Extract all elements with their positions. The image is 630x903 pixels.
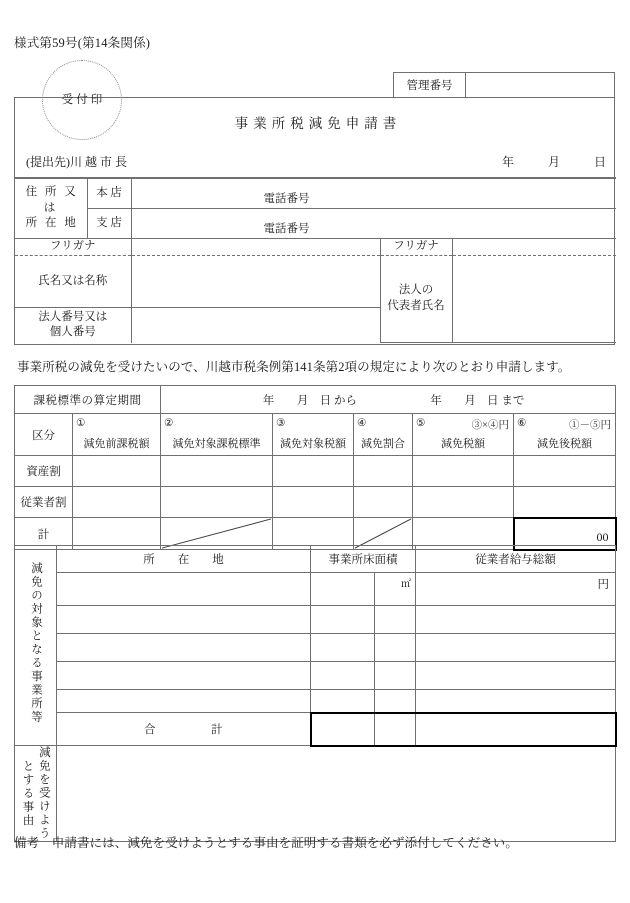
- period-label: 課税標準の算定期間: [15, 386, 161, 414]
- floor-area-header: 事業所床面積: [311, 546, 416, 573]
- branch-office-tel-label: 電話番号: [263, 223, 310, 235]
- head-office-tel-label: 電話番号: [263, 193, 310, 205]
- table-row: [15, 179, 616, 209]
- table-row: [15, 606, 616, 634]
- corporate-number-label-line1: 法人番号又は: [38, 310, 108, 323]
- floor-area-input-1[interactable]: [311, 573, 375, 606]
- period-from-suffix: から: [334, 394, 357, 407]
- cell-employee-3[interactable]: [273, 487, 354, 518]
- remark-note: 備考 申請書には、減免を受けようとする事由を証明する書類を必ず添付してください。: [14, 836, 519, 850]
- column-name: 減免前課税額: [83, 438, 150, 450]
- column-header-6: [514, 414, 616, 456]
- row-label-asset: 資産割: [15, 456, 73, 487]
- name-input[interactable]: [131, 256, 380, 308]
- date-line: [502, 153, 606, 170]
- reason-input[interactable]: [57, 746, 616, 842]
- page-title: 事業所税減免申請書: [234, 116, 402, 131]
- address-label-cell: [15, 179, 87, 239]
- head-office-address-input[interactable]: [131, 179, 616, 209]
- submit-row: [15, 146, 616, 178]
- exemption-total-area[interactable]: [311, 713, 375, 746]
- column-header-4: [354, 414, 413, 456]
- period-to-month: 月: [464, 394, 476, 407]
- management-number-box: [393, 72, 615, 98]
- exemption-total-label: 合 計: [57, 713, 311, 746]
- location-input-1[interactable]: [57, 573, 311, 606]
- period-value-input[interactable]: [161, 386, 616, 414]
- column-header-2: [161, 414, 273, 456]
- cell-asset-6[interactable]: [514, 456, 616, 487]
- column-name: 減免割合: [361, 438, 405, 450]
- location-input-2[interactable]: [57, 606, 311, 634]
- cell-asset-5[interactable]: [413, 456, 514, 487]
- total-trailing-zeros: 00: [596, 529, 609, 544]
- floor-area-input-4[interactable]: [311, 662, 375, 690]
- table-row: [15, 573, 616, 606]
- exemption-side-label: [15, 546, 57, 746]
- furigana-representative-label: フリガナ: [380, 239, 452, 256]
- exemption-side-label-text: 減免の対象となる事業所等: [29, 562, 42, 725]
- location-input-3[interactable]: [57, 634, 311, 662]
- exemption-total-salary[interactable]: [416, 713, 616, 746]
- floor-area-unit-cell-3: [375, 634, 416, 662]
- representative-label-line2: 代表者氏名: [387, 300, 445, 312]
- floor-area-unit-cell-1: [375, 573, 416, 606]
- cell-employee-5[interactable]: [413, 487, 514, 518]
- table-row: [15, 662, 616, 690]
- representative-label-cell: [380, 256, 452, 343]
- floor-area-input-2[interactable]: [311, 606, 375, 634]
- representative-label-line1: 法人の: [398, 284, 434, 297]
- furigana-representative-input[interactable]: [452, 239, 616, 256]
- column-number: ⑤: [416, 418, 426, 429]
- cell-asset-3[interactable]: [273, 456, 354, 487]
- table-row: [15, 487, 616, 518]
- calculation-table: [14, 385, 617, 551]
- location-header: 所 在 地: [57, 546, 311, 573]
- table-row: [15, 634, 616, 662]
- reason-label-cell: [15, 746, 57, 842]
- row-label-total: 計: [15, 518, 73, 550]
- row-label-employee: 従業者割: [15, 487, 73, 518]
- salary-input-2[interactable]: [416, 606, 616, 634]
- name-label: 氏名又は名称: [15, 256, 131, 308]
- column-name: 減免税額: [441, 438, 485, 450]
- column-name: 減免後税額: [537, 438, 592, 450]
- exemption-target-table: [14, 545, 617, 842]
- salary-input-5[interactable]: [416, 690, 616, 713]
- address-label-line1: 住 所 又 は: [25, 186, 79, 214]
- management-number-label: 管理番号: [394, 73, 466, 97]
- table-row: [15, 256, 616, 308]
- division-header: 区分: [15, 414, 73, 456]
- representative-input[interactable]: [452, 256, 616, 343]
- table-row: [15, 209, 616, 239]
- receipt-stamp-label: 受付印: [61, 94, 106, 106]
- cell-employee-6[interactable]: [514, 487, 616, 518]
- column-number: ④: [357, 418, 367, 429]
- address-table: [15, 178, 616, 343]
- yen-unit-label: 円: [597, 579, 609, 591]
- location-input-4[interactable]: [57, 662, 311, 690]
- column-number: ⑥: [517, 418, 527, 429]
- reason-label-columns: [15, 746, 56, 841]
- column-formula: ①－⑤円: [569, 420, 611, 431]
- cell-employee-4[interactable]: [354, 487, 413, 518]
- branch-office-label: 支 店: [87, 209, 131, 239]
- cell-asset-2[interactable]: [161, 456, 273, 487]
- application-statement: 事業所税の減免を受けたいので、川越市税条例第141条第2項の規定により次のとおり申請します。: [17, 360, 571, 374]
- exemption-total-area-unit: [375, 713, 416, 746]
- column-number: ③: [276, 418, 286, 429]
- period-to-suffix: まで: [501, 394, 525, 407]
- table-row: [15, 746, 616, 842]
- date-day-label: 日: [593, 155, 606, 169]
- corporate-number-label-line2: 個人番号: [49, 326, 96, 339]
- column-header-5: [413, 414, 514, 456]
- date-month-label: 月: [547, 155, 560, 169]
- salary-total-header: 従業者給与総額: [416, 546, 616, 573]
- table-row: [15, 546, 616, 573]
- period-from-year: 年: [262, 394, 275, 407]
- address-label-line2: 所 在 地: [25, 217, 79, 230]
- period-from-day: 日: [319, 394, 332, 407]
- reason-label-left: とする事由: [21, 759, 34, 827]
- period-to-year: 年: [430, 394, 442, 407]
- salary-input-1[interactable]: [416, 573, 616, 606]
- form-number: 様式第59号(第14条関係): [14, 36, 151, 50]
- reason-label-right: 減免を受けよう: [37, 746, 50, 841]
- branch-office-address-input[interactable]: [131, 209, 616, 239]
- table-row: [15, 414, 616, 456]
- header-frame: [14, 97, 615, 345]
- floor-area-unit-cell-4: [375, 662, 416, 690]
- floor-area-unit-cell-5: [375, 690, 416, 713]
- cell-asset-1[interactable]: [73, 456, 161, 487]
- area-unit-label: ㎡: [401, 579, 411, 590]
- floor-area-unit-cell-2: [375, 606, 416, 634]
- salary-input-3[interactable]: [416, 634, 616, 662]
- date-year-label: 年: [501, 155, 514, 169]
- table-row: [15, 386, 616, 414]
- location-input-5[interactable]: [57, 690, 311, 713]
- column-formula: ③×④円: [471, 420, 509, 431]
- table-row: [15, 690, 616, 713]
- submit-to-label: (提出先)川 越 市 長: [26, 155, 127, 169]
- management-number-input[interactable]: [466, 73, 614, 97]
- floor-area-input-3[interactable]: [311, 634, 375, 662]
- cell-employee-1[interactable]: [73, 487, 161, 518]
- table-row: [15, 239, 616, 256]
- cell-asset-4[interactable]: [354, 456, 413, 487]
- period-to-day: 日: [487, 394, 499, 407]
- floor-area-input-5[interactable]: [311, 690, 375, 713]
- table-row: [15, 456, 616, 487]
- furigana-name-label: フリガナ: [15, 239, 131, 256]
- head-office-label: 本 店: [87, 179, 131, 209]
- cell-employee-2[interactable]: [161, 487, 273, 518]
- table-row: [15, 713, 616, 746]
- column-name: 減免対象課税標準: [172, 438, 261, 450]
- salary-input-4[interactable]: [416, 662, 616, 690]
- column-number: ②: [164, 418, 174, 429]
- column-header-1: [73, 414, 161, 456]
- column-header-3: [273, 414, 354, 456]
- column-name: 減免対象税額: [280, 438, 346, 450]
- corporate-number-label-cell: [15, 308, 131, 343]
- column-number: ①: [76, 418, 86, 429]
- furigana-name-input[interactable]: [131, 239, 380, 256]
- corporate-number-input[interactable]: [131, 308, 380, 343]
- period-from-month: 月: [296, 394, 309, 407]
